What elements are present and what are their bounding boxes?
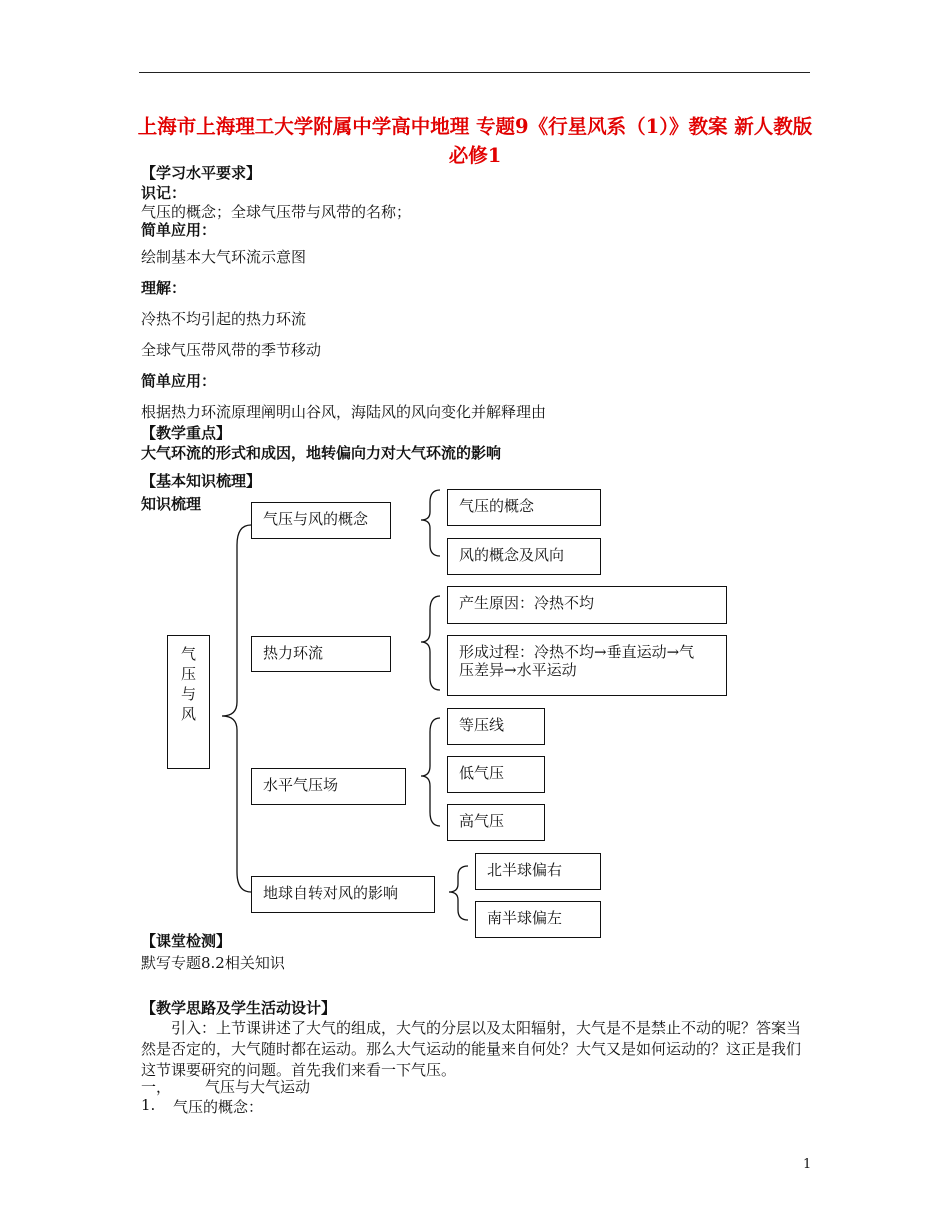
leaf-box-cause: 产生原因：冷热不均 <box>447 586 727 624</box>
knowledge-label: 知识梳理 <box>141 495 202 513</box>
item-1-text: 气压与大气运动 <box>205 1078 311 1096</box>
understand-text-2: 全球气压带风带的季节移动 <box>141 341 322 359</box>
branch-box-pressure-field: 水平气压场 <box>251 768 406 805</box>
intro-paragraph: 引入：上节课讲述了大气的组成，大气的分层以及太阳辐射，大气是不是禁止不动的呢？答案当然是否定的，大气随时都在运动。那么大气运动的能量来自何处？大气又是如何运动的？这正是我们这节课要研究的问题。首先我们来看一下气压。 <box>141 1019 802 1079</box>
root-char: 气 <box>180 645 196 663</box>
leaf-box-process <box>447 635 727 696</box>
section-header-learning-requirements: 【学习水平要求】 <box>141 164 262 182</box>
leaf-box-isobar: 等压线 <box>447 708 545 745</box>
brace-concept <box>421 490 440 556</box>
leaf-box-low-pressure: 低气压 <box>447 756 545 793</box>
leaf-box-south-left: 南半球偏左 <box>475 901 601 938</box>
simple-application-text: 绘制基本大气环流示意图 <box>141 248 307 266</box>
process-line-1: 形成过程：冷热不均→垂直运动→气 <box>459 643 695 661</box>
item-2-number: 1. <box>141 1096 156 1114</box>
section-header-teaching-focus: 【教学重点】 <box>141 424 232 442</box>
simple-application-text-2: 根据热力环流原理阐明山谷风，海陆风的风向变化并解释理由 <box>141 403 547 421</box>
simple-application-label-2: 简单应用： <box>141 372 217 390</box>
document-title: 上海市上海理工大学附属中学高中地理 专题9《行星风系（1）》教案 新人教版必修1 <box>137 115 813 167</box>
branch-box-rotation: 地球自转对风的影响 <box>251 876 435 913</box>
recall-label: 识记： <box>141 184 187 202</box>
process-line-2: 压差异→水平运动 <box>459 661 577 679</box>
main-brace <box>222 525 251 892</box>
understand-label: 理解： <box>141 279 187 297</box>
recall-text: 气压的概念；全球气压带与风带的名称； <box>141 203 412 221</box>
leaf-box-wind-concept: 风的概念及风向 <box>447 538 601 575</box>
brace-pressure <box>421 718 440 826</box>
understand-text-1: 冷热不均引起的热力环流 <box>141 310 307 328</box>
class-test-text: 默写专题8.2相关知识 <box>141 954 285 972</box>
item-1-number: 一， <box>141 1078 172 1096</box>
branch-box-thermal: 热力环流 <box>251 636 391 672</box>
brace-rotation <box>449 866 468 920</box>
root-char: 风 <box>180 705 196 723</box>
leaf-box-north-right: 北半球偏右 <box>475 853 601 890</box>
brace-thermal <box>421 596 440 690</box>
section-header-teaching-design: 【教学思路及学生活动设计】 <box>141 999 337 1017</box>
leaf-box-pressure-concept: 气压的概念 <box>447 489 601 526</box>
branch-box-concept: 气压与风的概念 <box>251 502 391 539</box>
page-number: 1 <box>803 1157 812 1172</box>
leaf-box-high-pressure: 高气压 <box>447 804 545 841</box>
item-2-text: 气压的概念： <box>173 1098 264 1116</box>
root-char: 与 <box>180 685 196 703</box>
teaching-focus-text: 大气环流的形式和成因，地转偏向力对大气环流的影响 <box>141 444 502 462</box>
diagram-root-box <box>167 635 210 769</box>
section-header-class-test: 【课堂检测】 <box>141 932 232 950</box>
simple-application-label: 简单应用： <box>141 221 217 239</box>
section-header-knowledge: 【基本知识梳理】 <box>141 472 262 490</box>
root-char: 压 <box>180 665 196 683</box>
